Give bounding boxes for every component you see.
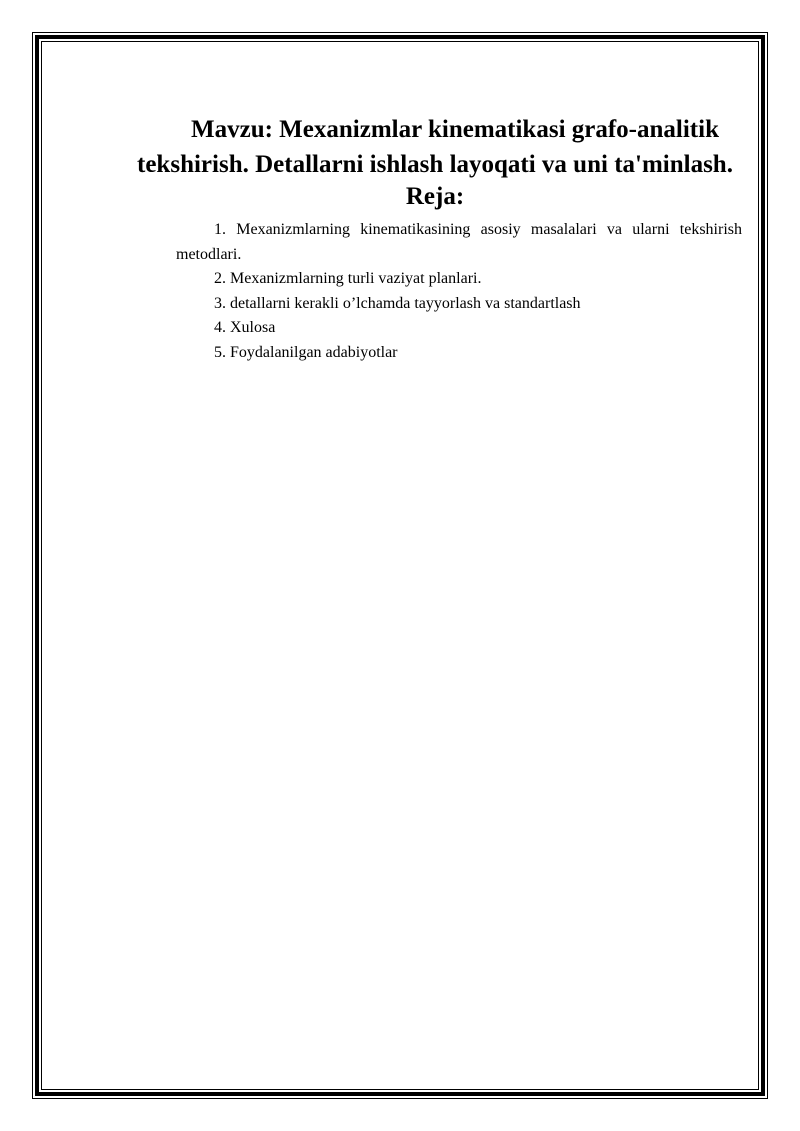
plan-item-1: 1. Mexanizmlarning kinematikasining asosiy masalalari va ularni tekshirish metodlari. xyxy=(176,221,742,263)
document-content xyxy=(128,112,742,365)
plan-item-5: 5. Foydalanilgan adabiyotlar xyxy=(214,343,398,361)
plan-heading: Reja: xyxy=(405,183,465,210)
document-title xyxy=(128,112,742,182)
plan-item-4: 4. Xulosa xyxy=(214,319,276,336)
plan-item-3: 3. detallarni kerakli o’lchamda tayyorlash va standartlash xyxy=(214,294,581,312)
title-line-2: tekshirish. Detallarni ishlash layoqati va uni ta'minlash. xyxy=(137,151,733,178)
plan-item-2: 2. Mexanizmlarning turli vaziyat planlari. xyxy=(214,270,482,287)
title-line-1: Mavzu: Mexanizmlar kinematikasi grafo-analitik xyxy=(191,116,719,143)
plan-list xyxy=(128,218,742,365)
